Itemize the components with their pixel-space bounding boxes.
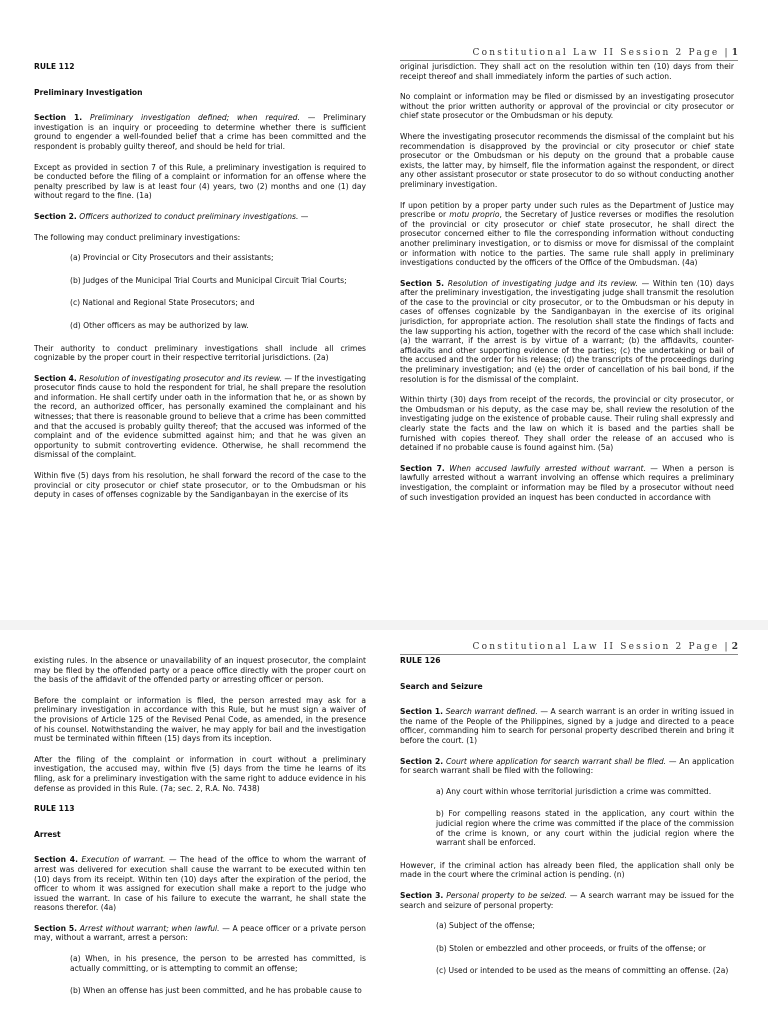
list-item: (b) Judges of the Municipal Trial Courts and Municipal Circuit Trial Courts; (70, 275, 347, 285)
page-header (473, 642, 738, 652)
list-item: (a) When, in his presence, the person to be arrested has committed, is actually committing, or is attempting to commit an offense; (70, 954, 366, 973)
page-number: 2 (731, 642, 738, 652)
paragraph: Their authority to conduct preliminary investigations shall include all crimes cognizable by the proper court in their respective territorial jurisdictions. (2a) (34, 343, 366, 363)
paragraph: existing rules. In the absence or unavailability of an inquest prosecutor, the complaint may be filed by the offended party or a peace office directly with the proper court on the basis of the affidavit of the offended party or arresting officer or person. (34, 656, 366, 685)
list-item: (b) When an offense has just been committed, and he has probable cause to (70, 986, 362, 996)
right-column (400, 656, 734, 1024)
paragraph: Section 4. Resolution of investigating prosecutor and its review. — If the investigating prosecutor finds cause to hold the respondent for trial, he shall prepare the resolution and information. He shall certify under oath in the information that he, or as shown by the record, an authorized officer, has personally examined the complainant and his witnesses; that there is reasonable ground to believe that a crime has been committed and that the accused is probably guilty thereof; that the accused was informed of the complaint and of the evidence submitted against him; and that he was given an opportunity to submit controverting evidence. Otherwise, he shall recommend the dismissal of the complaint. (34, 373, 366, 460)
list-item: (c) National and Regional State Prosecutors; and (70, 298, 255, 308)
header-text: Constitutional Law II Session 2 Page | (472, 48, 730, 58)
paragraph: If upon petition by a proper party under such rules as the Department of Justice may prescribe or motu proprio, the Secretary of Justice reverses or modifies the resolution of the provincial or city prosecutor or chief state prosecutor, he shall direct the prosecutor concerned either to file the corresponding information without conducting another preliminary investigation, or to dismiss or move for dismissal of the complaint or information with notice to the parties. The same rule shall apply in preliminary investigations conducted by the officers of the Office of the Ombudsman. (4a) (400, 200, 734, 268)
list-item: (a) Subject of the offense; (436, 921, 535, 931)
paragraph: Section 2. Court where application for search warrant shall be filed. — An application for search warrant shall be filed with the following: (400, 756, 734, 776)
header-text: Constitutional Law II Session 2 Page | (472, 642, 730, 652)
paragraph: However, if the criminal action has already been filed, the application shall only be made in the court where the criminal action is pending. (n) (400, 860, 734, 880)
paragraph: Section 5. Resolution of investigating judge and its review. — Within ten (10) days after the preliminary investigation, the investigating judge shall transmit the resolution of the case to the provincial or city prosecutor, or to the Ombudsman or his deputy in cases of offenses cognizable by the Sandiganbayan in the exercise of its original jurisdiction, for appropriate action. The resolution shall state the findings of facts and the law supporting his action, together with the record of the case which shall include: (a) the warrant, if the arrest is by virtue of a warrant; (b) the affidavits, counter-affidavits and other supporting evidence of the parties; (c) the undertaking or bail of the accused and the order for his release; (d) the transcripts of the proceedings during the preliminary investigation; and (e) the order of cancellation of his bail bond, if the resolution is for the dismissal of the complaint. (400, 278, 734, 384)
page-number: 1 (731, 48, 738, 58)
left-column (34, 62, 366, 620)
paragraph: After the filing of the complaint or information in court without a preliminary investigation, the accused may, within five (5) days from the time he learns of its filing, ask for a preliminary investigation with the same right to adduce evidence in his defense as provided in this Rule. (7a; sec. 2, R.A. No. 7438) (34, 754, 366, 793)
rule-heading: RULE 126 (400, 656, 441, 665)
header-rule (400, 60, 738, 61)
paragraph: Section 4. Execution of warrant. — The head of the office to whom the warrant of arrest was delivered for execution shall cause the warrant to be executed within ten (10) days from its receipt. Within ten (10) days after the expiration of the period, the officer to whom it was assigned for execution shall make a report to the judge who issued the warrant. In case of his failure to execute the warrant, he shall state the reasons therefor. (4a) (34, 855, 366, 913)
left-column (34, 656, 366, 1024)
paragraph: original jurisdiction. They shall act on the resolution within ten (10) days from their receipt thereof and shall immediately inform the parties of such action. (400, 62, 734, 81)
paragraph: Where the investigating prosecutor recommends the dismissal of the complaint but his recommendation is disapproved by the provincial or city prosecutor or chief state prosecutor or the Ombudsman or his deputy on the ground that a probable cause exists, the latter may, by himself, file the information against the respondent, or direct any other assistant prosecutor or state prosecutor to do so without conducting another preliminary investigation. (400, 131, 734, 189)
list-item: (c) Used or intended to be used as the means of committing an offense. (2a) (436, 966, 729, 976)
list-item: a) Any court within whose territorial jurisdiction a crime was committed. (436, 786, 712, 796)
paragraph: Section 2. Officers authorized to conduct preliminary investigations. — (34, 211, 309, 221)
paragraph: Within five (5) days from his resolution, he shall forward the record of the case to the provincial or city prosecutor or chief state prosecutor, or to the Ombudsman or his deputy in cases of offenses cognizable by the Sandiganbayan in the exercise of its (34, 471, 366, 500)
page-separator (0, 620, 768, 630)
paragraph: Before the complaint or information is filed, the person arrested may ask for a preliminary investigation in accordance with this Rule, but he must sign a waiver of the provisions of Article 125 of the Revised Penal Code, as amended, in the presence of his counsel. Notwithstanding the waiver, he may apply for bail and the investigation must be terminated within fifteen (15) days from its inception. (34, 695, 366, 744)
paragraph: Section 3. Personal property to be seized. — A search warrant may be issued for the search and seizure of personal property: (400, 890, 734, 910)
document-page-2 (0, 630, 768, 1024)
paragraph: The following may conduct preliminary investigations: (34, 232, 241, 242)
paragraph: Section 7. When accused lawfully arrested without warrant. — When a person is lawfully arrested without a warrant involving an offense which requires a preliminary investigation, the complaint or information may be filed by a prosecutor without need of such investigation provided an inquest has been conducted in accordance with (400, 463, 734, 502)
paragraph: No complaint or information may be filed or dismissed by an investigating prosecutor without the prior written authority or approval of the provincial or city prosecutor or chief state prosecutor or the Ombudsman or his deputy. (400, 92, 734, 121)
paragraph: Section 5. Arrest without warrant; when lawful. — A peace officer or a private person may, without a warrant, arrest a person: (34, 923, 366, 943)
rule-heading: RULE 113 (34, 804, 75, 814)
paragraph: Within thirty (30) days from receipt of the records, the provincial or city prosecutor, or the Ombudsman or his deputy, as the case may be, shall review the resolution of the investigating judge on the existence of probable cause. Their ruling shall expressly and clearly state the facts and the law on which it is based and the parties shall be furnished with copies thereof. They shall order the release of an accused who is detained if no probable cause is found against him. (5a) (400, 395, 734, 453)
paragraph: Except as provided in section 7 of this Rule, a preliminary investigation is required to be conducted before the filing of a complaint or information for an offense where the penalty prescribed by law is at least four (4) years, two (2) months and one (1) day without regard to the fine. (1a) (34, 162, 366, 201)
page-header (473, 48, 738, 58)
rule-heading: RULE 112 (34, 62, 75, 71)
rule-title: Arrest (34, 829, 61, 839)
paragraph: Section 1. Search warrant defined. — A search warrant is an order in writing issued in the name of the People of the Philippines, signed by a judge and directed to a peace officer, commanding him to search for personal property described therein and bring it before the court. (1) (400, 707, 734, 745)
list-item: (a) Provincial or City Prosecutors and their assistants; (70, 253, 274, 263)
list-item: b) For compelling reasons stated in the application, any court within the judicial region where the crime was committed if the place of the commission of the crime is known, or any court within the judicial region where the warrant shall be enforced. (436, 809, 734, 848)
paragraph: Section 1. Preliminary investigation defined; when required. — Preliminary investigation is an inquiry or proceeding to determine whether there is sufficient ground to engender a well-founded belief that a crime has been committed and the respondent is probably guilty thereof, and should be held for trial. (34, 113, 366, 151)
header-rule (400, 654, 738, 655)
list-item: (b) Stolen or embezzled and other proceeds, or fruits of the offense; or (436, 943, 706, 953)
rule-title: Search and Seizure (400, 681, 483, 691)
list-item: (d) Other officers as may be authorized by law. (70, 320, 249, 330)
right-column (400, 62, 734, 620)
rule-title: Preliminary Investigation (34, 87, 143, 97)
